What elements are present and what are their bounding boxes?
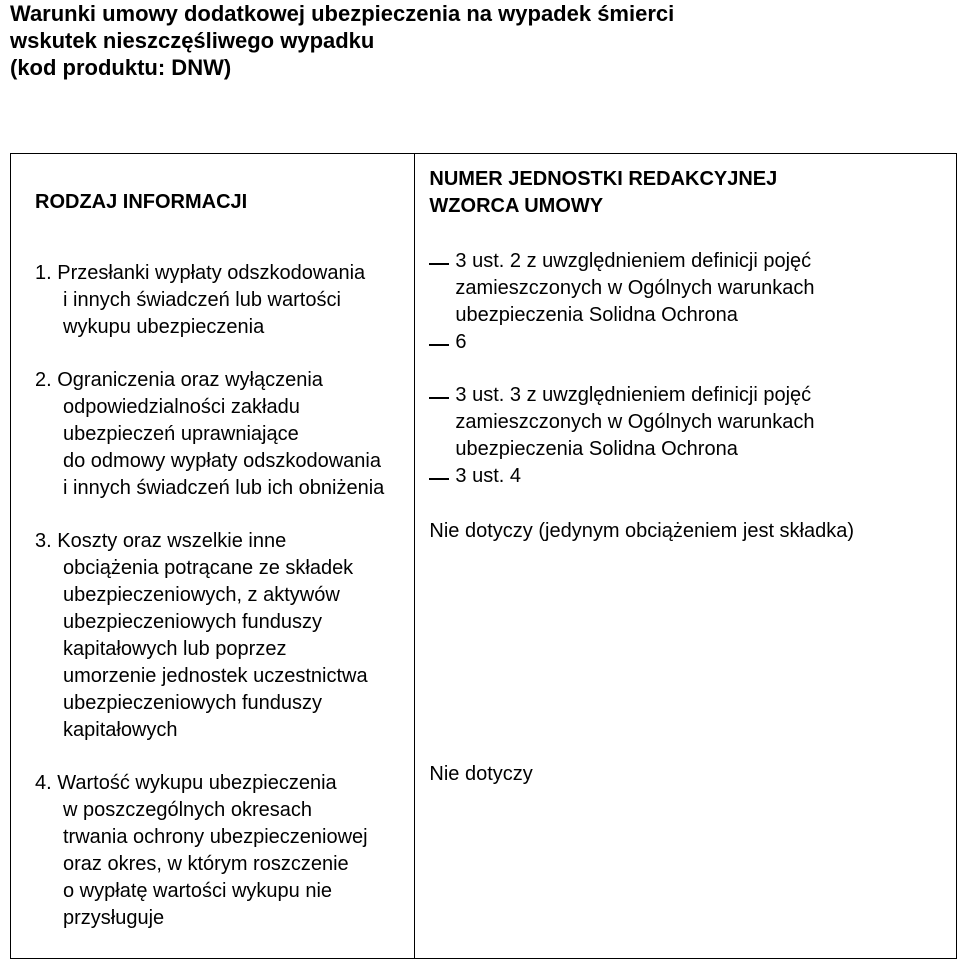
dash-bullet-icon — [429, 329, 455, 356]
item-3-line: kapitałowych lub poprzez — [63, 638, 287, 660]
item-2-line: ubezpieczeń uprawniające — [63, 423, 299, 445]
info-item-4 — [35, 770, 404, 932]
right-header-line-2: WZORCA UMOWY — [429, 195, 604, 217]
left-column-header: RODZAJ INFORMACJI — [35, 191, 248, 213]
reference-line: 3 ust. 3 z uwzględnieniem definicji pojęć — [455, 384, 812, 406]
reference-item-2 — [429, 382, 946, 490]
item-3-line: ubezpieczeniowych funduszy — [63, 692, 323, 714]
item-2-line: 2. Ograniczenia oraz wyłączenia — [35, 369, 323, 391]
item-3-line: obciążenia potrącane ze składek — [63, 557, 354, 579]
title-line-1: Warunki umowy dodatkowej ubezpieczenia na wypadek śmierci — [10, 1, 675, 26]
reference-item-1 — [429, 248, 946, 356]
item-3-line: ubezpieczeniowych funduszy — [63, 611, 323, 633]
reference-line: ubezpieczenia Solidna Ochrona — [455, 438, 738, 460]
item-2-line: i innych świadczeń lub ich obniżenia — [63, 477, 385, 499]
dash-bullet-icon — [429, 463, 455, 490]
item-1-line: i innych świadczeń lub wartości — [63, 289, 341, 311]
title-line-3: (kod produktu: DNW) — [10, 55, 232, 80]
item-3-line: kapitałowych — [63, 719, 178, 741]
title-line-2: wskutek nieszczęśliwego wypadku — [10, 28, 375, 53]
item-2-line: odpowiedzialności zakładu — [63, 396, 300, 418]
reference-item-4: Nie dotyczy — [429, 763, 533, 785]
right-column-header — [429, 166, 946, 220]
reference-line: 6 — [455, 331, 467, 353]
dash-bullet-icon — [429, 382, 455, 409]
reference-line: zamieszczonych w Ogólnych warunkach — [455, 411, 815, 433]
dash-bullet-icon — [429, 248, 455, 275]
item-1-line: wykupu ubezpieczenia — [63, 316, 265, 338]
info-item-1 — [35, 260, 404, 341]
item-3-line: 3. Koszty oraz wszelkie inne — [35, 530, 287, 552]
reference-line: 3 ust. 4 — [455, 465, 522, 487]
information-table — [10, 153, 957, 959]
item-4-line: trwania ochrony ubezpieczeniowej — [63, 826, 368, 848]
reference-line: zamieszczonych w Ogólnych warunkach — [455, 277, 815, 299]
item-2-line: do odmowy wypłaty odszkodowania — [63, 450, 381, 472]
item-3-line: ubezpieczeniowych, z aktywów — [63, 584, 340, 606]
right-column-cell — [415, 154, 957, 959]
item-4-line: w poszczególnych okresach — [63, 799, 313, 821]
info-item-2 — [35, 367, 404, 502]
item-4-line: przysługuje — [63, 907, 165, 929]
item-4-line: o wypłatę wartości wykupu nie — [63, 880, 333, 902]
info-item-3 — [35, 528, 404, 744]
reference-line: 3 ust. 2 z uwzględnieniem definicji pojęć — [455, 250, 812, 272]
item-1-line: 1. Przesłanki wypłaty odszkodowania — [35, 262, 366, 284]
left-column-cell — [11, 154, 415, 959]
reference-item-3: Nie dotyczy (jedynym obciążeniem jest składka) — [429, 520, 855, 542]
item-3-line: umorzenie jednostek uczestnictwa — [63, 665, 368, 687]
item-4-line: oraz okres, w którym roszczenie — [63, 853, 349, 875]
document-title — [10, 0, 940, 81]
item-4-line: 4. Wartość wykupu ubezpieczenia — [35, 772, 337, 794]
right-header-line-1: NUMER JEDNOSTKI REDAKCYJNEJ — [429, 168, 778, 190]
reference-line: ubezpieczenia Solidna Ochrona — [455, 304, 738, 326]
